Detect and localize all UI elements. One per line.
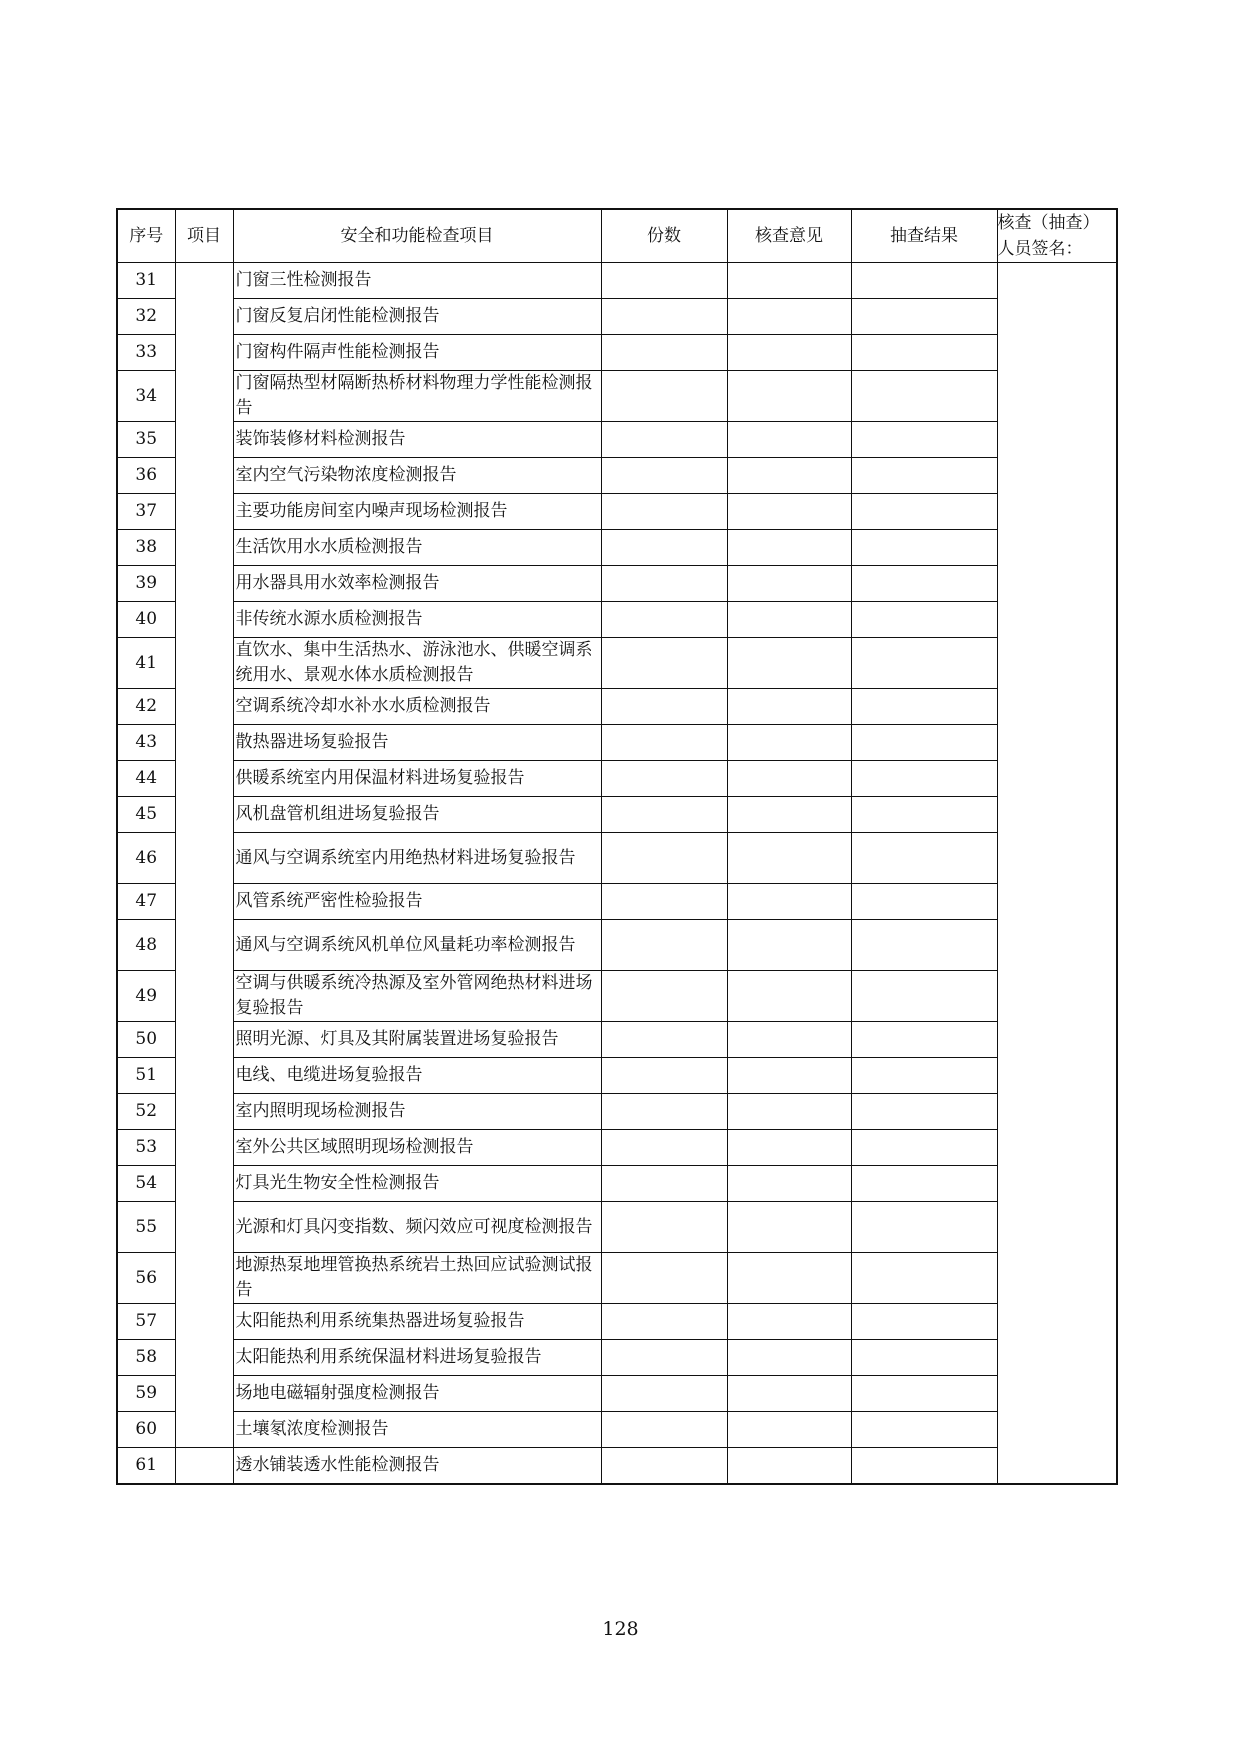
review-cell[interactable] — [727, 1166, 851, 1202]
review-cell[interactable] — [727, 494, 851, 530]
spot-check-cell[interactable] — [851, 494, 997, 530]
signature-label: 核查（抽查）人员签名： — [997, 213, 1100, 259]
spot-check-cell[interactable] — [851, 1253, 997, 1304]
row-number: 59 — [117, 1376, 175, 1412]
table-row — [117, 1130, 1117, 1166]
item-name: 生活饮用水水质检测报告 — [233, 530, 601, 566]
review-cell[interactable] — [727, 761, 851, 797]
copies-cell[interactable] — [601, 299, 727, 335]
item-name: 太阳能热利用系统保温材料进场复验报告 — [233, 1340, 601, 1376]
header-review: 核查意见 — [727, 209, 851, 263]
table-row — [117, 1166, 1117, 1202]
row-number: 36 — [117, 458, 175, 494]
copies-cell[interactable] — [601, 1253, 727, 1304]
header-no: 序号 — [117, 209, 175, 263]
item-name: 门窗反复启闭性能检测报告 — [233, 299, 601, 335]
copies-cell[interactable] — [601, 1022, 727, 1058]
review-cell[interactable] — [727, 335, 851, 371]
copies-cell[interactable] — [601, 1340, 727, 1376]
row-number: 50 — [117, 1022, 175, 1058]
row-number: 48 — [117, 920, 175, 971]
copies-cell[interactable] — [601, 422, 727, 458]
table-row — [117, 884, 1117, 920]
table-row — [117, 1022, 1117, 1058]
item-name: 非传统水源水质检测报告 — [233, 602, 601, 638]
category-cell — [175, 263, 233, 1448]
item-name: 直饮水、集中生活热水、游泳池水、供暖空调系统用水、景观水体水质检测报告 — [233, 638, 601, 689]
row-number: 32 — [117, 299, 175, 335]
review-cell[interactable] — [727, 530, 851, 566]
row-number: 31 — [117, 263, 175, 299]
copies-cell[interactable] — [601, 725, 727, 761]
copies-cell[interactable] — [601, 884, 727, 920]
review-cell[interactable] — [727, 884, 851, 920]
copies-cell[interactable] — [601, 263, 727, 299]
item-name: 风管系统严密性检验报告 — [233, 884, 601, 920]
item-name: 门窗三性检测报告 — [233, 263, 601, 299]
spot-check-cell[interactable] — [851, 1166, 997, 1202]
row-number: 44 — [117, 761, 175, 797]
table-row — [117, 371, 1117, 422]
spot-check-cell[interactable] — [851, 1376, 997, 1412]
inspection-table — [116, 208, 1118, 1485]
review-cell[interactable] — [727, 602, 851, 638]
item-name: 太阳能热利用系统集热器进场复验报告 — [233, 1304, 601, 1340]
table-row — [117, 638, 1117, 689]
copies-cell[interactable] — [601, 566, 727, 602]
copies-cell[interactable] — [601, 1166, 727, 1202]
header-category: 项目 — [175, 209, 233, 263]
copies-cell[interactable] — [601, 920, 727, 971]
item-name: 通风与空调系统风机单位风量耗功率检测报告 — [233, 920, 601, 971]
table-row — [117, 422, 1117, 458]
header-copies: 份数 — [601, 209, 727, 263]
copies-cell[interactable] — [601, 1094, 727, 1130]
row-number: 34 — [117, 371, 175, 422]
spot-check-cell[interactable] — [851, 1022, 997, 1058]
item-name: 土壤氡浓度检测报告 — [233, 1412, 601, 1448]
review-cell[interactable] — [727, 371, 851, 422]
item-name: 通风与空调系统室内用绝热材料进场复验报告 — [233, 833, 601, 884]
item-name: 空调与供暖系统冷热源及室外管网绝热材料进场复验报告 — [233, 971, 601, 1022]
review-cell[interactable] — [727, 1202, 851, 1253]
item-name: 门窗隔热型材隔断热桥材料物理力学性能检测报告 — [233, 371, 601, 422]
row-number: 39 — [117, 566, 175, 602]
row-number: 51 — [117, 1058, 175, 1094]
header-spot-check: 抽查结果 — [851, 209, 997, 263]
row-number: 52 — [117, 1094, 175, 1130]
review-cell[interactable] — [727, 1058, 851, 1094]
table-row — [117, 725, 1117, 761]
item-name: 用水器具用水效率检测报告 — [233, 566, 601, 602]
table-row — [117, 494, 1117, 530]
copies-cell[interactable] — [601, 1412, 727, 1448]
table-row — [117, 920, 1117, 971]
copies-cell[interactable] — [601, 971, 727, 1022]
signature-cell — [997, 209, 1117, 263]
row-number: 49 — [117, 971, 175, 1022]
review-cell[interactable] — [727, 1094, 851, 1130]
spot-check-cell[interactable] — [851, 263, 997, 299]
review-cell[interactable] — [727, 971, 851, 1022]
copies-cell[interactable] — [601, 602, 727, 638]
spot-check-cell[interactable] — [851, 1094, 997, 1130]
item-name: 照明光源、灯具及其附属装置进场复验报告 — [233, 1022, 601, 1058]
spot-check-cell[interactable] — [851, 371, 997, 422]
table-row — [117, 602, 1117, 638]
table-row — [117, 971, 1117, 1022]
row-number: 46 — [117, 833, 175, 884]
copies-cell[interactable] — [601, 638, 727, 689]
row-number: 58 — [117, 1340, 175, 1376]
item-name: 室外公共区域照明现场检测报告 — [233, 1130, 601, 1166]
review-cell[interactable] — [727, 1130, 851, 1166]
copies-cell[interactable] — [601, 689, 727, 725]
spot-check-cell[interactable] — [851, 1058, 997, 1094]
spot-check-cell[interactable] — [851, 458, 997, 494]
table-row — [117, 1058, 1117, 1094]
table-row — [117, 689, 1117, 725]
page-number: 128 — [602, 1618, 639, 1640]
copies-cell[interactable] — [601, 530, 727, 566]
review-cell[interactable] — [727, 920, 851, 971]
copies-cell[interactable] — [601, 1376, 727, 1412]
review-cell[interactable] — [727, 299, 851, 335]
copies-cell[interactable] — [601, 1304, 727, 1340]
table-row — [117, 263, 1117, 299]
item-name: 散热器进场复验报告 — [233, 725, 601, 761]
row-number: 55 — [117, 1202, 175, 1253]
spot-check-cell[interactable] — [851, 725, 997, 761]
spot-check-cell[interactable] — [851, 530, 997, 566]
item-name: 室内空气污染物浓度检测报告 — [233, 458, 601, 494]
table-row — [117, 761, 1117, 797]
spot-check-cell[interactable] — [851, 422, 997, 458]
item-name: 地源热泵地埋管换热系统岩土热回应试验测试报告 — [233, 1253, 601, 1304]
spot-check-cell[interactable] — [851, 602, 997, 638]
review-cell[interactable] — [727, 797, 851, 833]
item-name: 空调系统冷却水补水水质检测报告 — [233, 689, 601, 725]
item-name: 灯具光生物安全性检测报告 — [233, 1166, 601, 1202]
spot-check-cell[interactable] — [851, 689, 997, 725]
review-cell[interactable] — [727, 638, 851, 689]
row-number: 60 — [117, 1412, 175, 1448]
table-row — [117, 299, 1117, 335]
review-cell[interactable] — [727, 422, 851, 458]
item-name: 室内照明现场检测报告 — [233, 1094, 601, 1130]
row-number: 53 — [117, 1130, 175, 1166]
spot-check-cell[interactable] — [851, 920, 997, 971]
category-cell — [175, 1448, 233, 1484]
review-cell[interactable] — [727, 263, 851, 299]
copies-cell[interactable] — [601, 833, 727, 884]
row-number: 61 — [117, 1448, 175, 1484]
spot-check-cell[interactable] — [851, 761, 997, 797]
review-cell[interactable] — [727, 1448, 851, 1484]
copies-cell[interactable] — [601, 1202, 727, 1253]
review-cell[interactable] — [727, 1253, 851, 1304]
table-row — [117, 566, 1117, 602]
copies-cell[interactable] — [601, 371, 727, 422]
copies-cell[interactable] — [601, 761, 727, 797]
row-number: 38 — [117, 530, 175, 566]
table-row — [117, 1094, 1117, 1130]
table-row — [117, 1376, 1117, 1412]
spot-check-cell[interactable] — [851, 1412, 997, 1448]
table-header-row — [117, 209, 1117, 263]
row-number: 35 — [117, 422, 175, 458]
copies-cell[interactable] — [601, 1058, 727, 1094]
item-name: 电线、电缆进场复验报告 — [233, 1058, 601, 1094]
item-name: 透水铺装透水性能检测报告 — [233, 1448, 601, 1484]
spot-check-cell[interactable] — [851, 299, 997, 335]
spot-check-cell[interactable] — [851, 833, 997, 884]
table-row — [117, 1340, 1117, 1376]
item-name: 主要功能房间室内噪声现场检测报告 — [233, 494, 601, 530]
table-row — [117, 833, 1117, 884]
item-name: 场地电磁辐射强度检测报告 — [233, 1376, 601, 1412]
spot-check-cell[interactable] — [851, 1202, 997, 1253]
table-row — [117, 1202, 1117, 1253]
row-number: 57 — [117, 1304, 175, 1340]
copies-cell[interactable] — [601, 1130, 727, 1166]
item-name: 供暖系统室内用保温材料进场复验报告 — [233, 761, 601, 797]
review-cell[interactable] — [727, 566, 851, 602]
row-number: 40 — [117, 602, 175, 638]
table-row — [117, 458, 1117, 494]
item-name: 装饰装修材料检测报告 — [233, 422, 601, 458]
spot-check-cell[interactable] — [851, 797, 997, 833]
table-row — [117, 530, 1117, 566]
copies-cell[interactable] — [601, 797, 727, 833]
table-body — [117, 263, 1117, 1484]
spot-check-cell[interactable] — [851, 1130, 997, 1166]
spot-check-cell[interactable] — [851, 335, 997, 371]
review-cell[interactable] — [727, 689, 851, 725]
row-number: 43 — [117, 725, 175, 761]
review-cell[interactable] — [727, 833, 851, 884]
spot-check-cell[interactable] — [851, 566, 997, 602]
review-cell[interactable] — [727, 1304, 851, 1340]
spot-check-cell[interactable] — [851, 1448, 997, 1484]
table-row — [117, 797, 1117, 833]
review-cell[interactable] — [727, 458, 851, 494]
spot-check-cell[interactable] — [851, 1340, 997, 1376]
review-cell[interactable] — [727, 1376, 851, 1412]
row-number: 41 — [117, 638, 175, 689]
row-number: 54 — [117, 1166, 175, 1202]
item-name: 风机盘管机组进场复验报告 — [233, 797, 601, 833]
copies-cell[interactable] — [601, 335, 727, 371]
table-row — [117, 1253, 1117, 1304]
table-row — [117, 1448, 1117, 1484]
review-cell[interactable] — [727, 725, 851, 761]
copies-cell[interactable] — [601, 494, 727, 530]
copies-cell[interactable] — [601, 1448, 727, 1484]
item-name: 门窗构件隔声性能检测报告 — [233, 335, 601, 371]
copies-cell[interactable] — [601, 458, 727, 494]
review-cell[interactable] — [727, 1022, 851, 1058]
spot-check-cell[interactable] — [851, 1304, 997, 1340]
item-name: 光源和灯具闪变指数、频闪效应可视度检测报告 — [233, 1202, 601, 1253]
row-number: 37 — [117, 494, 175, 530]
spot-check-cell[interactable] — [851, 884, 997, 920]
table-row — [117, 1304, 1117, 1340]
spot-check-cell[interactable] — [851, 971, 997, 1022]
table-row — [117, 335, 1117, 371]
row-number: 56 — [117, 1253, 175, 1304]
spot-check-cell[interactable] — [851, 638, 997, 689]
row-number: 42 — [117, 689, 175, 725]
header-item: 安全和功能检查项目 — [233, 209, 601, 263]
review-cell[interactable] — [727, 1412, 851, 1448]
table-row — [117, 1412, 1117, 1448]
review-cell[interactable] — [727, 1340, 851, 1376]
row-number: 45 — [117, 797, 175, 833]
row-number: 33 — [117, 335, 175, 371]
row-number: 47 — [117, 884, 175, 920]
